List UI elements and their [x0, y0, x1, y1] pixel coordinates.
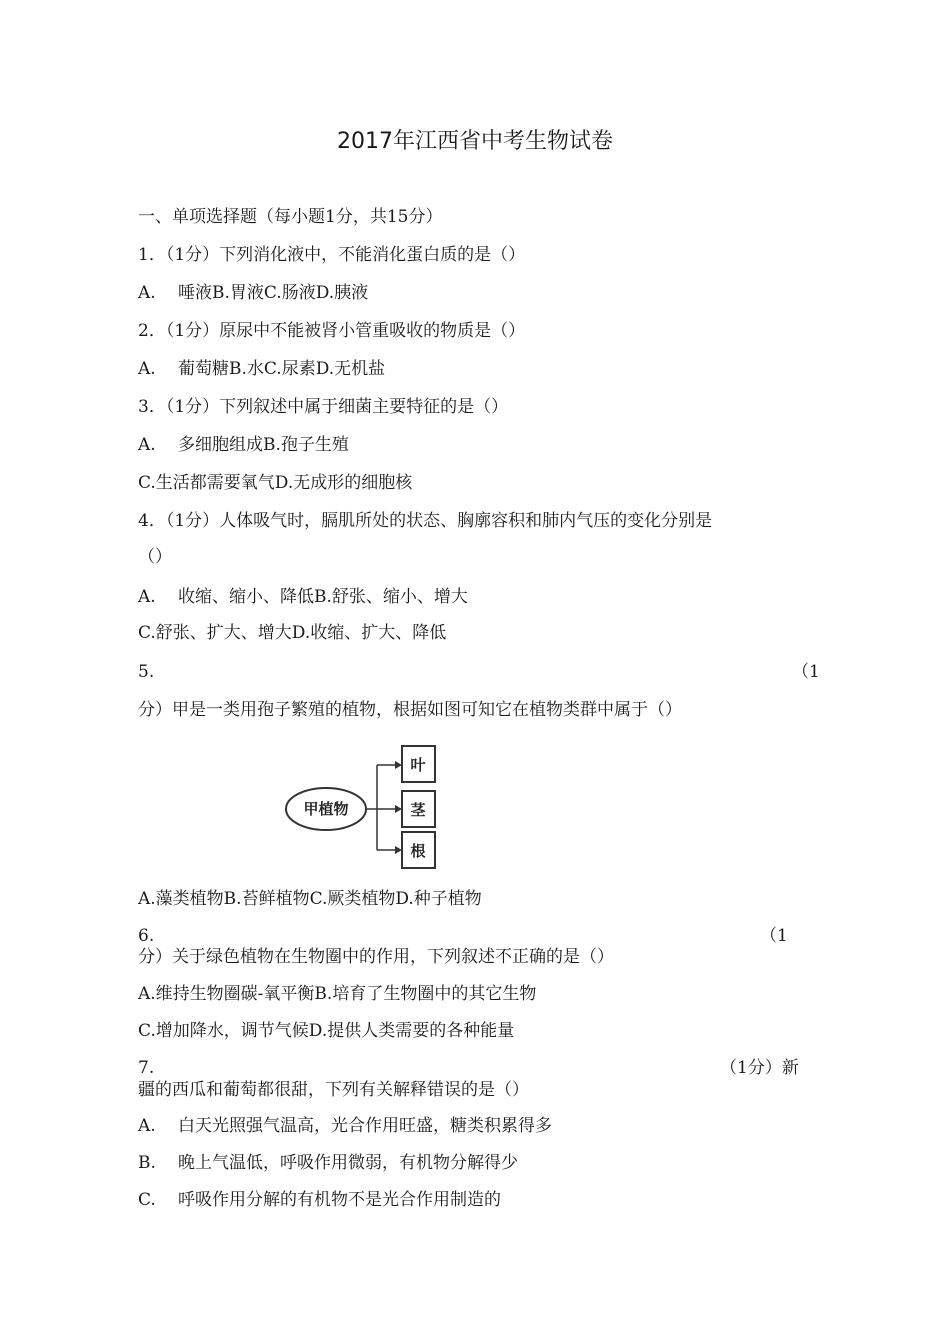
question-7-stem: 疆的西瓜和葡萄都很甜，下列有关解释错误的是（） [138, 1080, 529, 1100]
options-text: 多细胞组成B.孢子生殖 [178, 435, 349, 455]
option-label: A. [138, 359, 156, 379]
option-label: A. [138, 435, 156, 455]
options-text: 收缩、缩小、降低B.舒张、缩小、增大 [178, 587, 468, 607]
question-7-option-b [138, 1152, 518, 1174]
question-5-number: 5. [138, 662, 155, 682]
question-7-option-a [138, 1115, 552, 1137]
question-5-options: A.藻类植物B.苔鲜植物C.厥类植物D.种子植物 [138, 889, 482, 909]
section-heading: 一、单项选择题（每小题1分，共15分） [138, 207, 443, 227]
option-label: A. [138, 587, 156, 607]
question-2-options [138, 358, 385, 380]
option-label: A. [138, 283, 156, 303]
question-1-options [138, 282, 368, 304]
leaf-label: 叶 [410, 756, 426, 774]
question-6-options-line1: A.维持生物圈碳-氧平衡B.培育了生物圈中的其它生物 [138, 984, 537, 1004]
question-2-stem: 2．（1分）原尿中不能被肾小管重吸收的物质是（） [138, 321, 526, 341]
question-6-stem: 分）关于绿色植物在生物圈中的作用，下列叙述不正确的是（） [138, 947, 614, 967]
question-4-stem: 4．（1分）人体吸气时，膈肌所处的状态、胸廓容积和肺内气压的变化分别是 [138, 511, 713, 531]
question-3-stem: 3．（1分）下列叙述中属于细菌主要特征的是（） [138, 397, 509, 417]
root-label: 根 [410, 842, 426, 860]
question-5-stem: 分）甲是一类用孢子繁殖的植物，根据如图可知它在植物类群中属于（） [138, 700, 682, 720]
question-3-options-line1 [138, 434, 349, 456]
question-6-number: 6. [138, 926, 155, 946]
question-5-score: （1 [792, 662, 820, 682]
question-4-options-line1 [138, 586, 468, 608]
option-label: C. [138, 1190, 156, 1210]
options-text: 唾液B.胃液C.肠液D.胰液 [178, 283, 369, 303]
plant-label: 甲植物 [303, 800, 349, 818]
question-4-stem-cont: （） [138, 547, 172, 567]
option-text: 白天光照强气温高，光合作用旺盛，糖类积累得多 [178, 1116, 552, 1136]
question-4-options-line2: C.舒张、扩大、增大D.收缩、扩大、降低 [138, 623, 447, 643]
plant-structure-diagram [280, 740, 450, 870]
question-7-option-c [138, 1189, 501, 1211]
question-1-stem: 1．（1分）下列消化液中，不能消化蛋白质的是（） [138, 245, 526, 265]
option-text: 呼吸作用分解的有机物不是光合作用制造的 [178, 1190, 501, 1210]
question-6-score: （1 [760, 926, 788, 946]
question-3-options-line2: C.生活都需要氧气D.无成形的细胞核 [138, 473, 413, 493]
options-text: 葡萄糖B.水C.尿素D.无机盐 [178, 359, 386, 379]
option-label: B. [138, 1153, 156, 1173]
stem-label: 茎 [410, 801, 426, 819]
question-7-number: 7. [138, 1058, 155, 1078]
question-7-score: （1分）新 [720, 1058, 799, 1078]
question-6-options-line2: C.增加降水，调节气候D.提供人类需要的各种能量 [138, 1021, 515, 1041]
option-text: 晚上气温低，呼吸作用微弱，有机物分解得少 [178, 1153, 518, 1173]
option-label: A. [138, 1116, 156, 1136]
page-title: 2017年江西省中考生物试卷 [337, 129, 613, 154]
